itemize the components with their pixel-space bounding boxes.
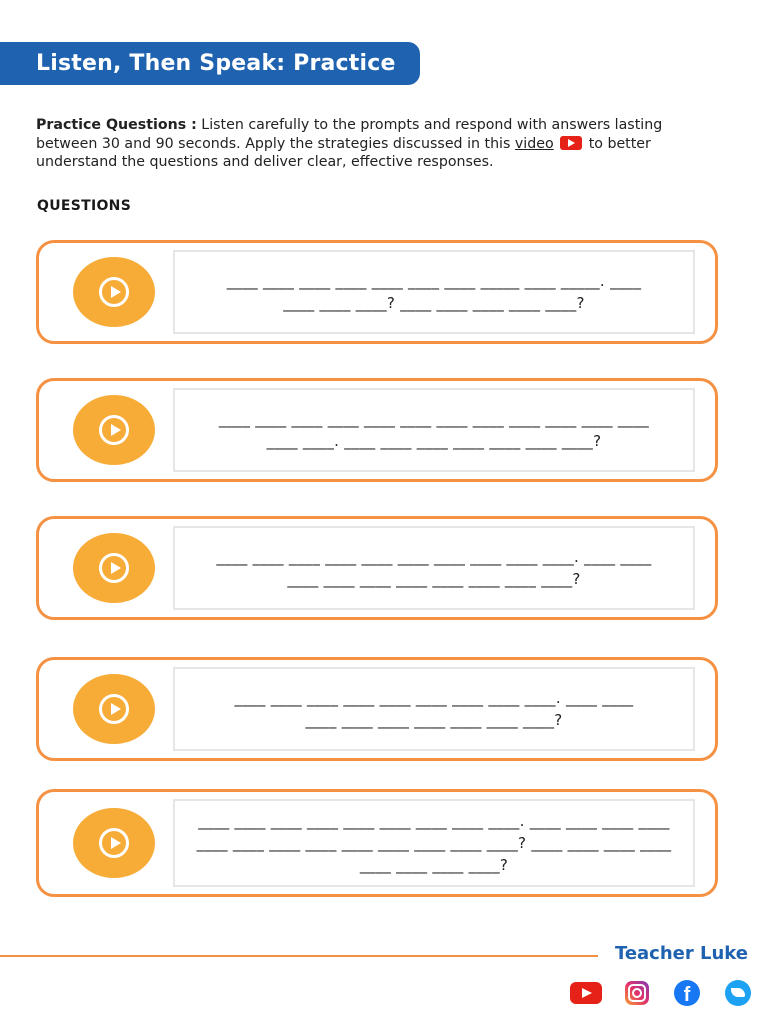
question-card-4 [36, 657, 718, 761]
facebook-icon[interactable]: f [670, 978, 704, 1008]
youtube-icon[interactable] [569, 978, 603, 1008]
blank-line: ____ ____ ____ ____? [359, 856, 509, 874]
brand-name: Teacher Luke [614, 943, 748, 964]
question-card-5 [36, 789, 718, 897]
video-link[interactable]: video [514, 135, 554, 152]
blank-line: ____ ____ ____ ____ ____ ____ ____ ____ ____. ____ ____ ____ ____ [198, 812, 670, 830]
question-blanks-2 [173, 388, 695, 472]
question-blanks-1 [173, 250, 695, 334]
question-card-3 [36, 516, 718, 620]
page-title-banner [0, 42, 420, 85]
page-title: Listen, Then Speak: Practice [36, 51, 396, 76]
play-button-1[interactable] [73, 257, 155, 327]
play-icon [99, 828, 129, 858]
instagram-icon[interactable] [620, 978, 654, 1008]
play-icon [99, 553, 129, 583]
question-card-1 [36, 240, 718, 344]
questions-heading: QUESTIONS [37, 198, 132, 214]
question-card-2 [36, 378, 718, 482]
intro-label: Practice Questions : [36, 117, 197, 133]
play-icon [99, 277, 129, 307]
play-button-3[interactable] [73, 533, 155, 603]
intro-paragraph [36, 116, 716, 172]
question-blanks-3 [173, 526, 695, 610]
play-button-4[interactable] [73, 674, 155, 744]
question-blanks-4 [173, 667, 695, 751]
blank-line: ____ ____ ____ ____ ____ ____ ____ ____ ____ ____. ____ ____ [216, 548, 652, 566]
question-blanks-5 [173, 799, 695, 887]
blank-line: ____ ____ ____? ____ ____ ____ ____ ____? [283, 294, 585, 312]
blank-line: ____ ____ ____ ____ ____ ____ ____ _____ ____ _____. ____ [226, 272, 642, 290]
blank-line: ____ ____ ____ ____ ____ ____ ____ ____ ____. ____ ____ [234, 689, 634, 707]
youtube-play-icon[interactable] [560, 136, 582, 150]
blank-line: ____ ____ ____ ____ ____ ____ ____? [305, 711, 563, 729]
footer-divider [0, 955, 598, 957]
blank-line: ____ ____ ____ ____ ____ ____ ____ ____ ____ ____ ____ ____ [218, 410, 650, 428]
play-icon [99, 694, 129, 724]
intro-text-1: Listen carefully to the prompts and respond with answers lasting between 30 and 90 seconds. Apply the strategies discussed in this [36, 117, 663, 152]
play-button-5[interactable] [73, 808, 155, 878]
play-button-2[interactable] [73, 395, 155, 465]
blank-line: ____ ____. ____ ____ ____ ____ ____ ____ ____? [266, 432, 602, 450]
twitter-icon[interactable] [721, 978, 755, 1008]
blank-line: ____ ____ ____ ____ ____ ____ ____ ____ ____? ____ ____ ____ ____ [196, 834, 672, 852]
blank-line: ____ ____ ____ ____ ____ ____ ____ ____? [287, 570, 581, 588]
play-icon [99, 415, 129, 445]
intro-text-2: to better understand the questions and deliver clear, effective responses. [36, 135, 651, 170]
